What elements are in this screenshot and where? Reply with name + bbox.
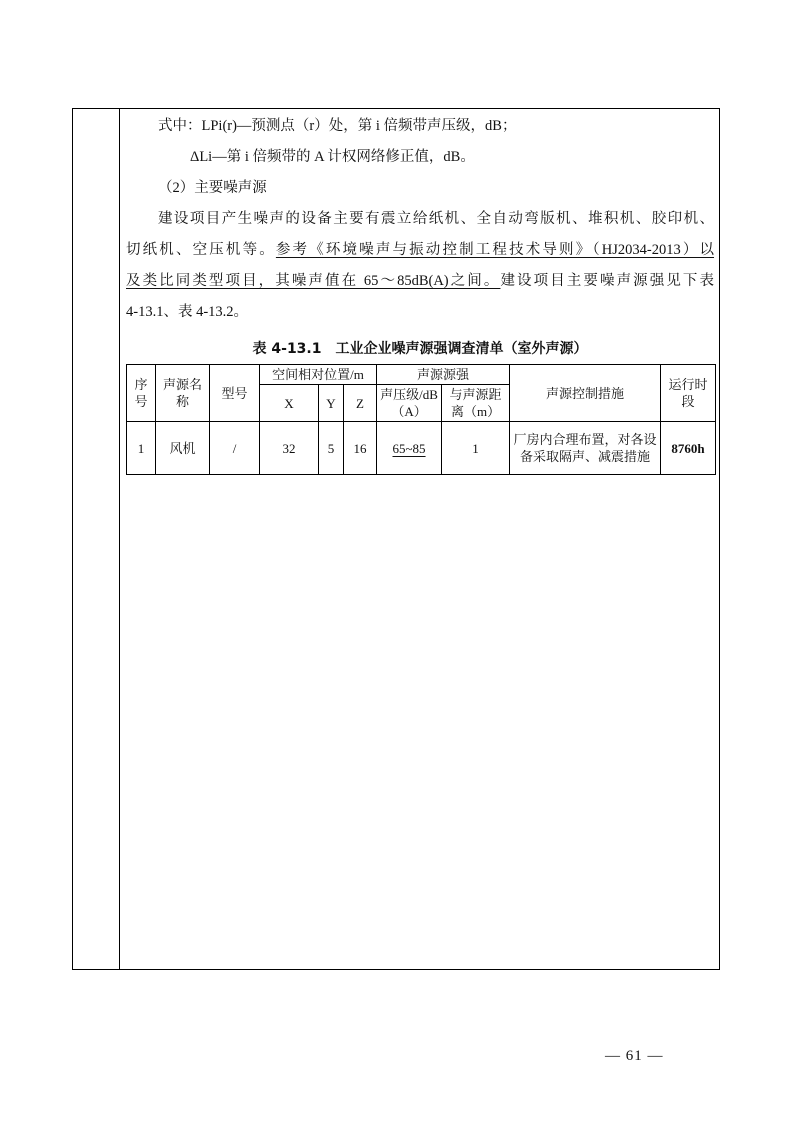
cell-x: 32 <box>260 422 319 475</box>
header-spl: 声压级/dB（A） <box>377 385 442 422</box>
paragraph-line-3-underlined: 及类比同类型项目，其噪声值在 65～85dB(A)之间。 <box>126 273 501 289</box>
cell-name: 风机 <box>156 422 210 475</box>
paragraph-line-2-underlined: 参考《环境噪声与振动控制工程技术导则》（HJ2034-2013）以 <box>275 242 715 258</box>
formula-description-line-1: 式中：LPi(r)—预测点（r）处，第 i 倍频带声压级，dB； <box>158 118 517 134</box>
paragraph-line-2 <box>126 240 714 260</box>
header-distance: 与声源距离（m） <box>442 385 510 422</box>
header-runtime: 运行时段 <box>661 365 716 422</box>
header-control: 声源控制措施 <box>510 365 661 422</box>
cell-runtime: 8760h <box>661 422 716 475</box>
page-number: — 61 — <box>605 1048 664 1064</box>
noise-source-table <box>126 364 716 475</box>
header-seq: 序号 <box>127 365 156 422</box>
cell-spl: 65~85 <box>377 422 442 475</box>
paragraph-line-3-plain: 建设项目主要噪声源强见下表 <box>500 273 714 289</box>
cell-distance: 1 <box>442 422 510 475</box>
paragraph-line-1: 建设项目产生噪声的设备主要有震立给纸机、全自动弯版机、堆积机、胶印机、 <box>158 211 714 227</box>
paragraph-line-4: 4-13.1、表 4-13.2。 <box>126 304 249 320</box>
header-intensity-group: 声源源强 <box>377 365 510 385</box>
cell-model: / <box>210 422 260 475</box>
page-frame <box>72 108 720 970</box>
paragraph-line-2-plain: 切纸机、空压机等。 <box>126 242 276 258</box>
header-name: 声源名称 <box>156 365 210 422</box>
header-z: Z <box>344 385 377 422</box>
section-heading: （2）主要噪声源 <box>158 180 267 196</box>
header-y: Y <box>319 385 344 422</box>
table-row <box>127 422 716 475</box>
cell-z: 16 <box>344 422 377 475</box>
paragraph-line-3 <box>126 271 714 291</box>
header-position-group: 空间相对位置/m <box>260 365 377 385</box>
cell-control: 厂房内合理布置，对各设备采取隔声、减震措施 <box>510 422 661 475</box>
header-model: 型号 <box>210 365 260 422</box>
header-x: X <box>260 385 319 422</box>
table-caption: 表 4-13.1 工业企业噪声源强调查清单（室外声源） <box>252 341 588 357</box>
cell-y: 5 <box>319 422 344 475</box>
formula-description-line-2: ΔLi—第 i 倍频带的 A 计权网络修正值，dB。 <box>190 149 475 165</box>
frame-left-column-divider <box>119 109 120 969</box>
cell-seq: 1 <box>127 422 156 475</box>
